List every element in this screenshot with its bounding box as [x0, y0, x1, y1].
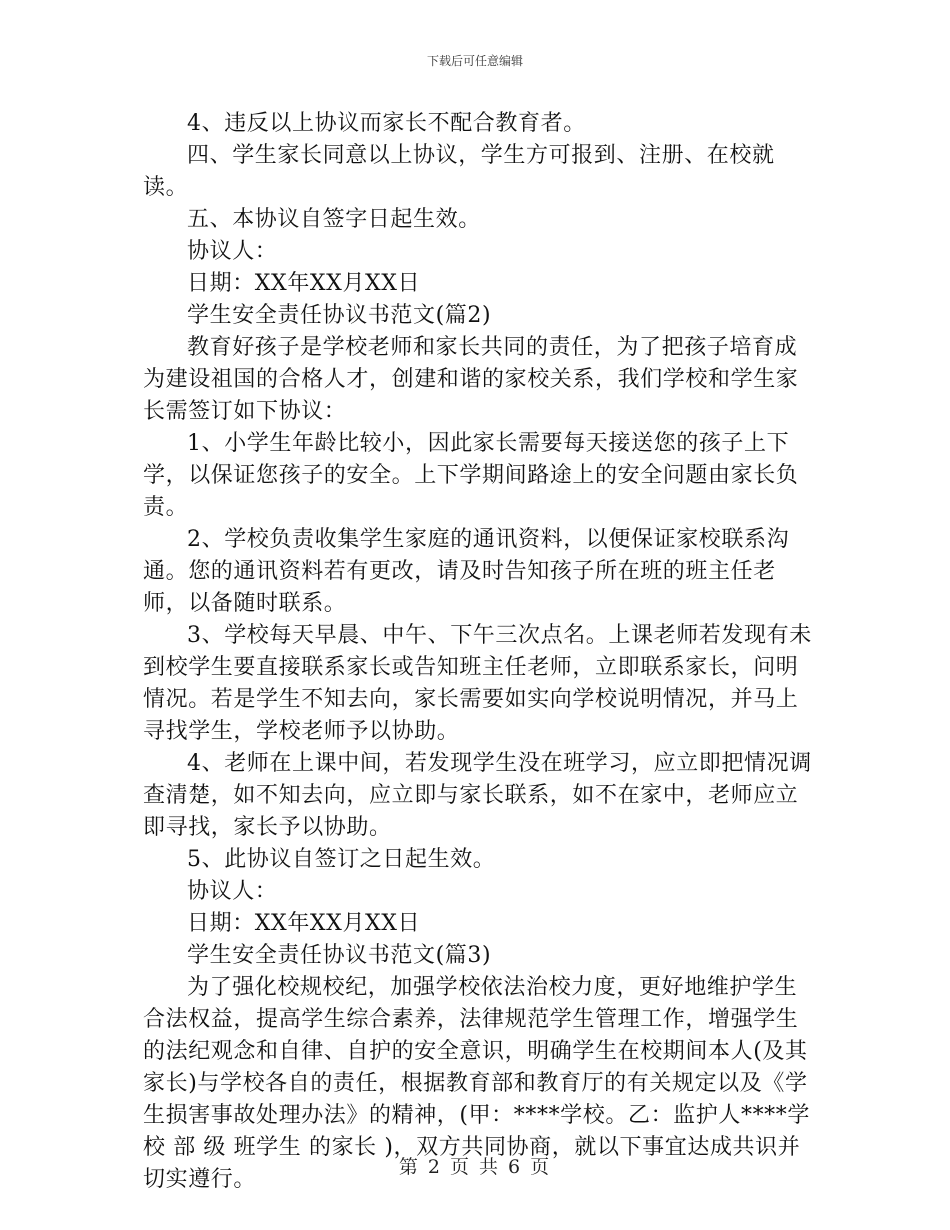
- paragraph-clause-four: 四、学生家长同意以上协议，学生方可报到、注册、在校就读。: [143, 143, 775, 200]
- section-title-2: 学生安全责任协议书范文(篇2): [187, 303, 492, 328]
- paragraph-item-2: 2、学校负责收集学生家庭的通讯资料，以便保证家校联系沟通。您的通讯资料若有更改，请及时告知孩子所在班的班主任老师，以备随时联系。: [143, 527, 790, 616]
- paragraph-item-1: 1、小学生年龄比较小，因此家长需要每天接送您的孩子上下学，以保证您孩子的安全。上下学期间路途上的安全问题由家长负责。: [143, 431, 799, 520]
- signatory-label: 协议人：: [187, 239, 278, 264]
- paragraph-item-4: 4、违反以上协议而家长不配合教育者。: [187, 111, 586, 136]
- signatory-label-2: 协议人：: [187, 879, 278, 904]
- paragraph-item-5: 5、此协议自签订之日起生效。: [187, 847, 496, 872]
- paragraph-intro-3: 为了强化校规校纪，加强学校依法治校力度，更好地维护学生合法权益，提高学生综合素养，法律规范学生管理工作，增强学生的法纪观念和自律、自护的安全意识，明确学生在校期间本人(及其家长)与学校各自的责任，根据教育部和教育厅的有关规定以及《学生损害事故处理办法》的精神，(甲：****学校。乙：监护人****学校 部 级 班学生 的家长 )，双方共同协商，就以下事宜达成共识并切实遵行。: [143, 975, 810, 1192]
- paragraph-clause-five: 五、本协议自签字日起生效。: [187, 207, 481, 232]
- paragraph-intro-2: 教育好孩子是学校老师和家长共同的责任，为了把孩子培育成为建设祖国的合格人才，创建和谐的家校关系，我们学校和学生家长需签订如下协议：: [143, 335, 799, 424]
- page-header: 下载后可任意编辑: [426, 54, 523, 68]
- date-line: 日期：XX年XX月XX日: [187, 271, 421, 296]
- paragraph-item-4b: 4、老师在上课中间，若发现学生没在班学习，应立即把情况调查清楚，如不知去向，应立即与家长联系，如不在家中，老师应立即寻找，家长予以协助。: [143, 751, 812, 840]
- date-line-2: 日期：XX年XX月XX日: [187, 911, 421, 936]
- document-body: [143, 108, 815, 1196]
- page-footer: 第 2 页 共 6 页: [398, 1156, 552, 1178]
- paragraph-item-3: 3、学校每天早晨、中午、下午三次点名。上课老师若发现有未到校学生要直接联系家长或告知班主任老师，立即联系家长，问明情况。若是学生不知去向，家长需要如实向学校说明情况，并马上寻找学生，学校老师予以协助。: [143, 623, 812, 744]
- section-title-3: 学生安全责任协议书范文(篇3): [187, 943, 492, 968]
